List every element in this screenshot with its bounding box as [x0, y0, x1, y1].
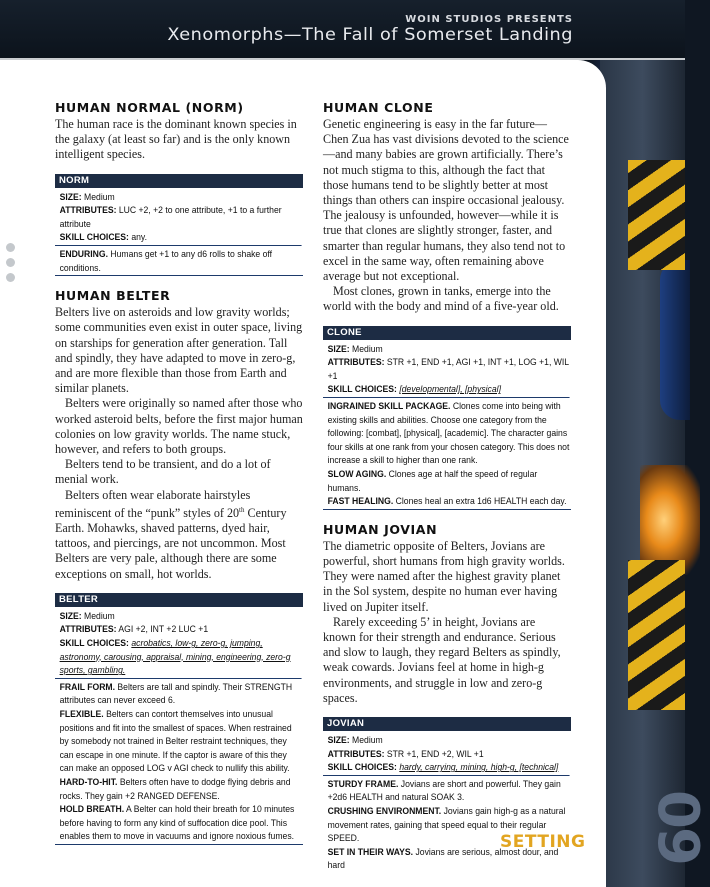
section-heading-norm: HUMAN NORMAL (NORM): [55, 100, 244, 115]
clone-paragraph-2: Most clones, grown in tanks, emerge into the world with the body and mind of a five-year old.: [323, 284, 559, 314]
header-presents: WOIN STUDIOS PRESENTS: [405, 14, 573, 25]
clone-paragraph-1: Genetic engineering is easy in the far future—Chen Zua has vast divisions devoted to the science—and many babies are grown artificially. There’s not much stigma to this, although the fact that those humans tend to be slightly better at most things than others can inspire occasional jealousy. The jealousy is unfounded, however—while it is true that clones are slightly stronger, faster, and smarter than regular humans, they also tend not to excel in the same way, often remaining above average but not exceptional.: [323, 117, 569, 284]
belter-paragraph-1: Belters live on asteroids and low gravity worlds; some communities even exist in outer space, living on starships for generation after generation. Tall and spindly, they have adapted to move in zero-g, and are more flexible than those from Earth and similar planets.: [55, 305, 303, 396]
hazard-stripes-upper: [628, 160, 685, 270]
frame-decoration-blue: [660, 260, 690, 420]
frame-decoration-orb: [640, 465, 700, 575]
section-heading-clone: HUMAN CLONE: [323, 100, 434, 115]
section-heading-jovian: HUMAN JOVIAN: [323, 521, 438, 537]
stat-block-jovian: JOVIAN SIZE: Medium ATTRIBUTES: STR +1, END +2, WIL +1 SKILL CHOICES: hardy, carrying, mining, high-g, [technical] STURDY FRAME. Jovians are short and powerful. They gain +2d6 HEALTH and natural SOAK 3. CRUSHING ENVIRONMENT. Jovians gain high-g as a natural movement rates, gaining that speed equal to their regular SPEED. SET IN THEIR WAYS. Jovians are serious, almost dour, and hard: [323, 717, 571, 873]
page-number: 09: [645, 790, 710, 864]
belter-paragraph-3: Belters tend to be transient, and do a lot of menial work.: [55, 457, 271, 487]
header-title: Xenomorphs—The Fall of Somerset Landing: [167, 25, 573, 45]
stat-block-clone: CLONE SIZE: Medium ATTRIBUTES: STR +1, END +1, AGI +1, INT +1, LOG +1, WIL +1 SKILL CHOICES: [developmental], [physical] INGRAINED SKILL PACKAGE. Clones come into being with existing skills and abilities. Choose one category from the following: [combat], [physical], [academic]. The character gains four skills at one rank from your chosen category. This does not increase a skill to higher than one rank. SLOW AGING. Clones age at half the speed of regular humans. FAST HEALING. Clones heal an extra 1d6 HEALTH each day.: [323, 326, 571, 510]
stat-block-norm: NORM SIZE: Medium ATTRIBUTES: LUC +2, +2 to one attribute, +1 to a further attribute SKILL CHOICES: any. ENDURING. Humans get +1 to any d6 rolls to shake off conditions.: [55, 174, 303, 277]
stat-block-title: BELTER: [55, 593, 303, 607]
right-column: [323, 100, 571, 881]
section-heading-belter: HUMAN BELTER: [55, 288, 171, 304]
belter-paragraph-4: Belters often wear elaborate hairstyles reminiscent of the “punk” styles of 20th Century Earth. Mohawks, shaved patterns, dyed hair, tattoos, and piercings, are not uncommon. Most Belters are very pale, although there are some exceptions on small, hot worlds.: [55, 487, 287, 581]
belter-paragraph-2: Belters were originally so named after those who worked asteroid belts, before the first major human colonies on low gravity worlds. The name stuck, however, and refers to both groups.: [55, 396, 303, 456]
page-header: [0, 0, 685, 60]
jovian-paragraph-1: The diametric opposite of Belters, Jovians are powerful, short humans from high gravity worlds. They were named after the highest gravity planet in the Sol system, despite no human ever having lived on Jupiter itself.: [323, 538, 565, 614]
stat-block-title: CLONE: [323, 326, 571, 340]
side-dots: [6, 243, 15, 288]
stat-block-title: JOVIAN: [323, 717, 571, 731]
stat-block-belter: BELTER SIZE: Medium ATTRIBUTES: AGI +2, INT +2 LUC +1 SKILL CHOICES: acrobatics, low-g, zero-g, jumping, astronomy, carousing, appraisal, mining, engineering, zero-g sports, gambling. FRAIL FORM. Belters are tall and spindly. Their STRENGTH attributes can never exceed 6. FLEXIBLE. Belters can contort themselves into unusual positions and fit into the smallest of spaces. When restrained by somebody not trained in Belter restraint techniques, they can escape in one minute. If the captor is aware of this they can make an opposed LOG v AGI check to nullify this ability. HARD-TO-HIT. Belters often have to dodge flying debris and rocks. They gain +2 RANGED DEFENSE. HOLD BREATH. A Belter can hold their breath for 10 minutes before having to form any kind of suffocation dice pool. This enables them to move in vacuums and ignore noxious fumes.: [55, 593, 303, 845]
norm-paragraph: The human race is the dominant known species in the galaxy (at least so far) and is the only known intelligent species.: [55, 117, 297, 162]
stat-block-title: NORM: [55, 174, 303, 188]
left-column: [55, 100, 303, 853]
jovian-paragraph-2: Rarely exceeding 5’ in height, Jovians are known for their strength and endurance. Serious and slow to laugh, they regard Belters as spindly, weak cowards. Jovians feel at home in high-g environments, and struggle in low and zero-g spaces.: [323, 614, 561, 705]
footer-section-label: SETTING: [500, 832, 586, 852]
hazard-stripes-lower: [628, 560, 685, 710]
